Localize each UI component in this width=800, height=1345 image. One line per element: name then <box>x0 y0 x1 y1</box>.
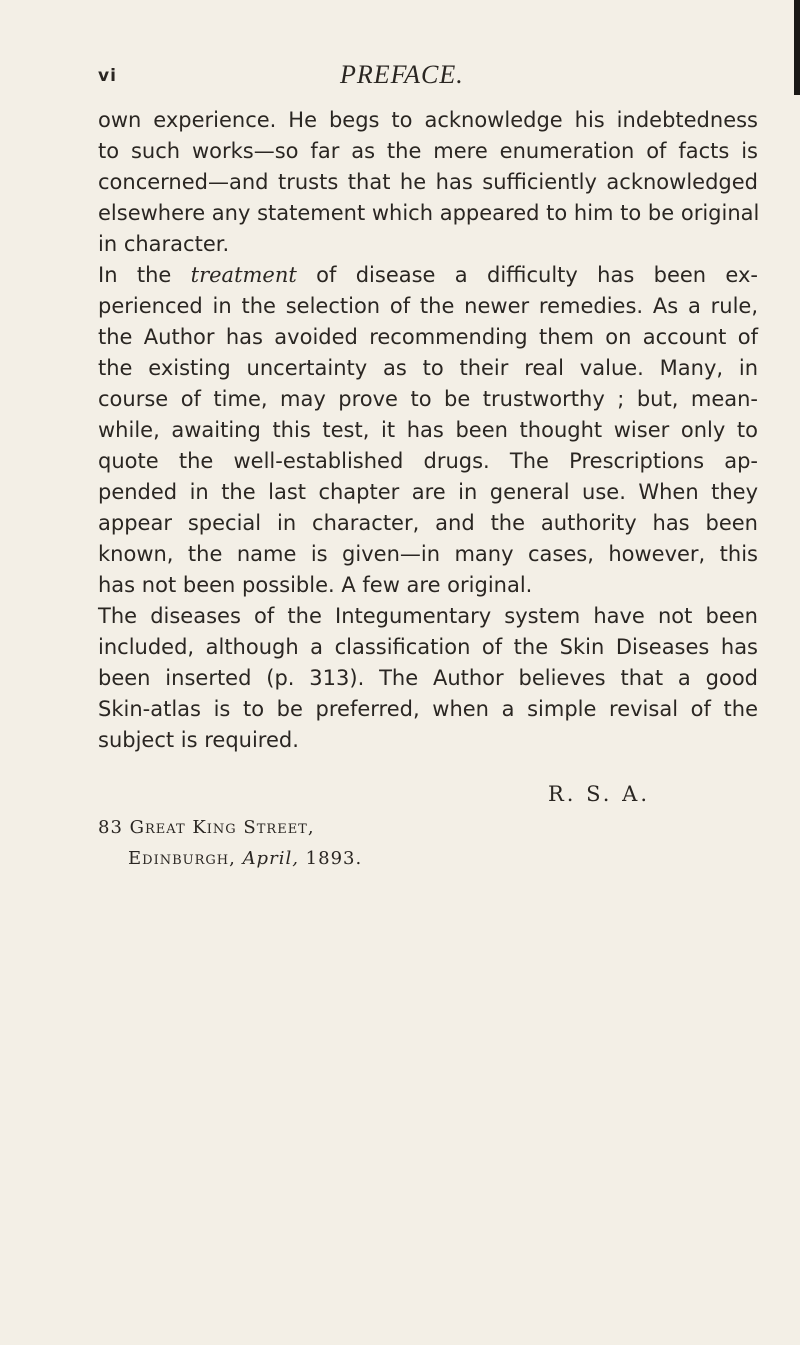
year: 1893. <box>305 848 363 869</box>
running-head <box>98 60 758 96</box>
emphasis-treatment: treatment <box>190 263 297 287</box>
address-block <box>98 812 362 874</box>
text-line: The diseases of the Integumentary system have not been <box>98 604 758 628</box>
text-line: perienced in the selection of the newer remedies. As a rule, <box>98 294 758 318</box>
month: April, <box>242 848 299 869</box>
text-line: been inserted (p. 313). The Author believes that a good <box>98 666 758 690</box>
text-line: concerned—and trusts that he has sufficiently acknowledged <box>98 170 758 194</box>
street-address: 83 Great King Street, <box>98 817 315 838</box>
city-date-line <box>98 843 362 874</box>
text-line: course of time, may prove to be trustworthy ; but, mean- <box>98 387 758 411</box>
text-line: known, the name is given—in many cases, however, this <box>98 542 758 566</box>
text-line: while, awaiting this test, it has been thought wiser only to <box>98 418 758 442</box>
page-number: vi <box>98 66 117 86</box>
text-line: in character. <box>98 232 230 256</box>
text-line: elsewhere any statement which appeared to him to be original <box>98 201 760 225</box>
text-line: pended in the last chapter are in general use. When they <box>98 480 758 504</box>
text-line: included, although a classification of the Skin Diseases has <box>98 635 758 659</box>
text-line: In the treatment of disease a difficulty has been ex- <box>98 263 758 287</box>
body-text <box>98 105 758 756</box>
text-line: own experience. He begs to acknowledge his indebtedness <box>98 108 758 132</box>
text-line: quote the well-established drugs. The Prescriptions ap- <box>98 449 758 473</box>
text-line: the Author has avoided recommending them on account of <box>98 325 758 349</box>
author-initials: R. S. A. <box>548 782 650 806</box>
city: Edinburgh, <box>128 848 236 869</box>
text-line: has not been possible. A few are original. <box>98 573 533 597</box>
text-line: the existing uncertainty as to their real value. Many, in <box>98 356 758 380</box>
text-line: Skin-atlas is to be preferred, when a simple revisal of the <box>98 697 758 721</box>
running-title: PREFACE. <box>340 60 464 89</box>
text-line: to such works—so far as the mere enumeration of facts is <box>98 139 758 163</box>
text-line: appear special in character, and the authority has been <box>98 511 758 535</box>
page-edge-shadow <box>794 0 800 95</box>
text-line: subject is required. <box>98 728 299 752</box>
